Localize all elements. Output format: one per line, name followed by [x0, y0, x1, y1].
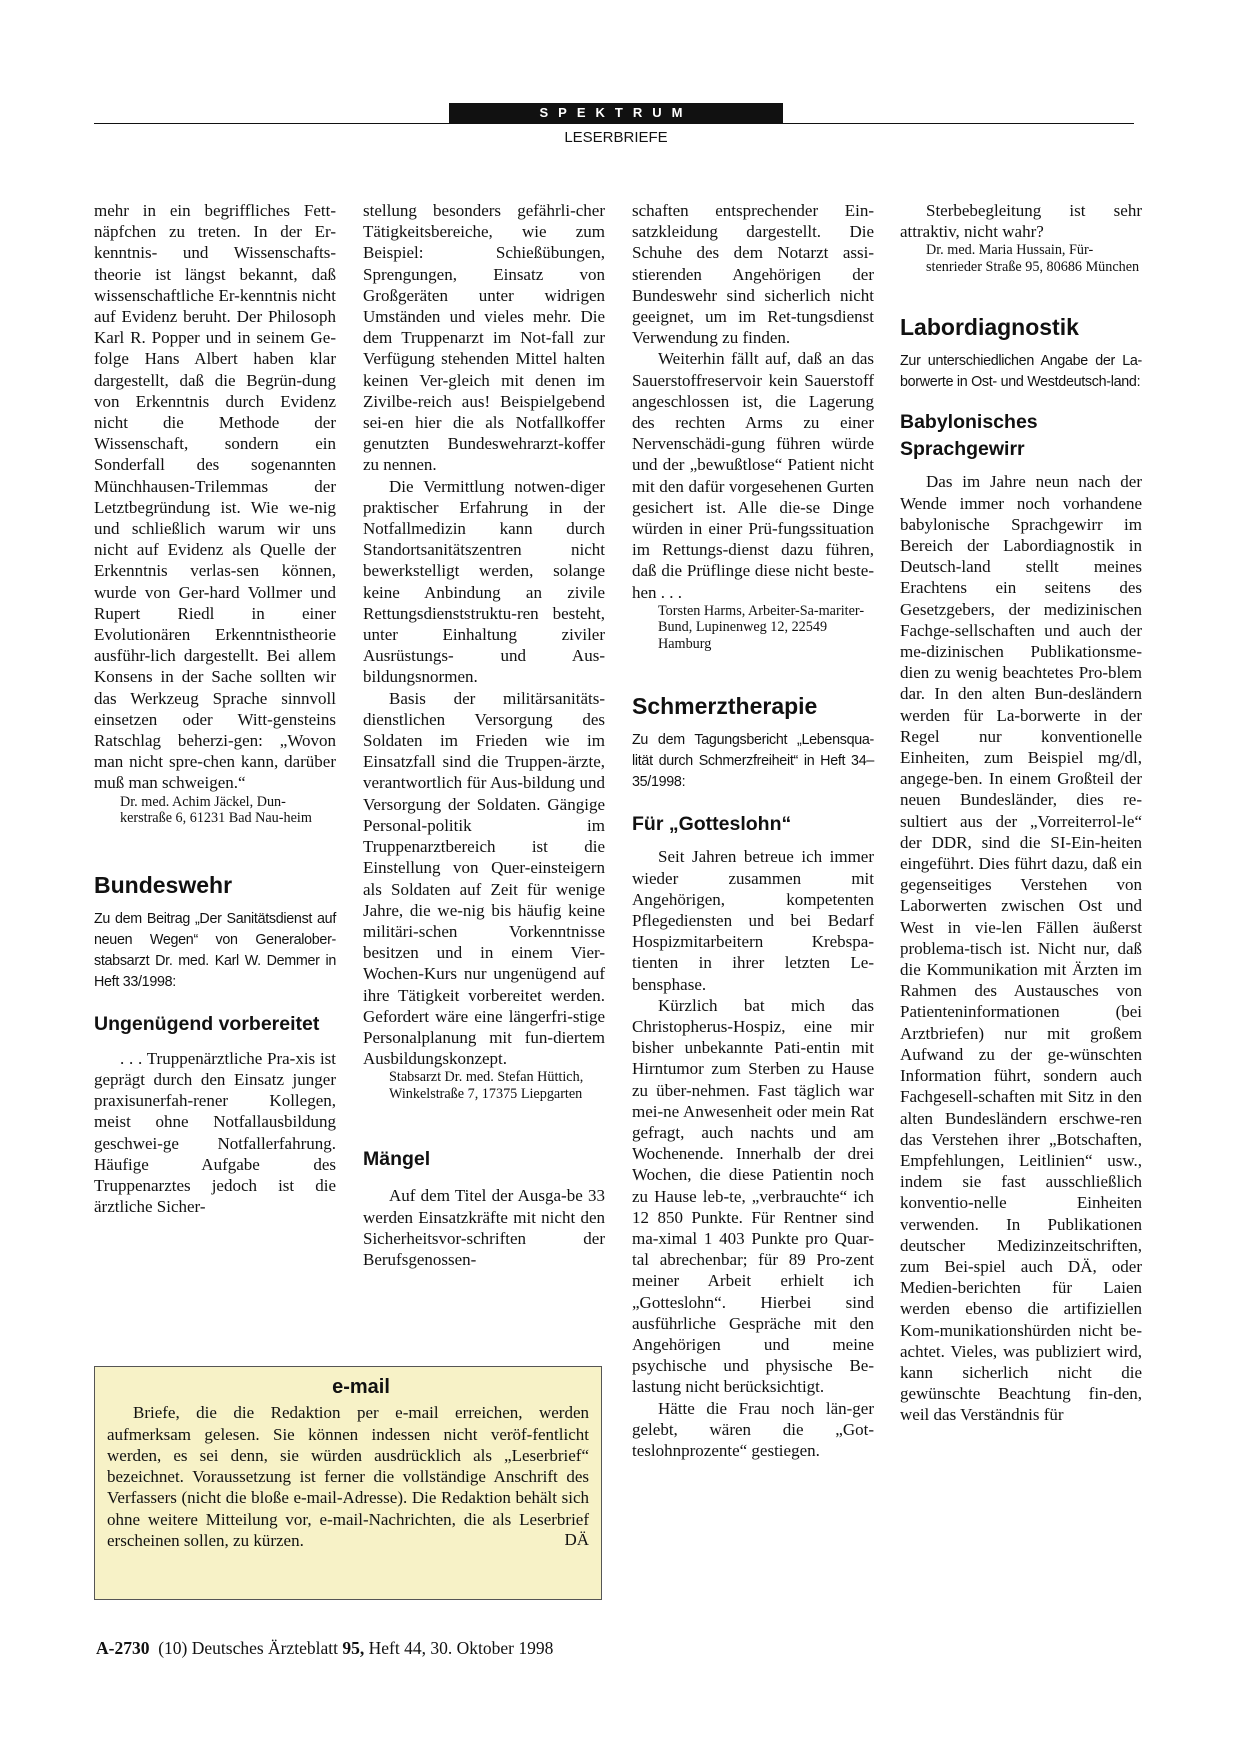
- email-notice-box: e-mail Briefe, die die Redaktion per e-mail erreichen, werden aufmerksam gelesen. Sie können indessen nicht veröf-fentlicht werden, es sei denn, sie würden ausdrücklich als „Leserbrief“ bezeichnet. Voraussetzung ist ferner die vollständige Anschrift des Verfassers (nicht die bloße e-mail-Adresse). Die Redaktion behält sich ohne weitere Mitteilung vor, e-mail-Nachrichten, die als Leserbrief erscheinen sollen, zu kürzen. DÄ: [94, 1366, 602, 1600]
- section-label: LESERBRIEFE: [564, 129, 668, 146]
- letter-text: schaften entsprechender Ein-satzkleidung dargestellt. Die Schuhe des dem Notarzt assi-stierenden Angehörigen der Bundeswehr sind sicherlich nicht geeignet, um im Ret-tungsdienst Verwendung zu finden.: [632, 201, 874, 348]
- letter-text: Die Vermittlung notwen-diger praktischer Erfahrung in der Notfallmedizin kann durch Standortsanitätszentren nicht bewerkstelligt werden, solange keine Anbindung an zivile Rettungsdienststruktu-ren besteht, unter Einhaltung ziviler Ausrüstungs- und Aus-bildungsnormen.: [363, 476, 605, 687]
- letter-text: Das im Jahre neun nach der Wende immer noch vorhandene babylonische Sprachgewirr im Bereich der Labordiagnostik in Deutsch-land stellt meines Erachtens ein seitens des Gesetzgebers, der medizinischen Fachge-sellschaften und auch der me-dizinischen Publikationsme-dien zu wenig beachtetes Pro-blem dar. In den alten Bun-desländern werden für La-borwerte in der Regel nur konventionelle Einheiten, zum Beispiel mg/dl, angege-ben. In einem Großteil der neuen Bundesländer, dies re-sultiert aus der „Vorreiterrol-le“ der DDR, sind die SI-Ein-heiten eingeführt. Dies führt dazu, daß ein gegenseitiges Verstehen von Laborwerten zwischen Ost und West in vie-len Fällen äußerst problema-tisch ist. Nicht nur, daß die Kommunikation mit Ärzten im Rahmen des Austausches von Patienteninformationen (bei Arztbriefen) nur mit großem Aufwand zu der ge-wünschten Information führt, sondern auch Fachgesell-schaften mit Sitz in den alten Bundesländern erschwe-ren das Verstehen ihrer „Botschaften, Empfehlungen, Leitlinien“ usw., indem sie fast ausschließlich konventio-nelle Einheiten verwenden. In Publikationen deutscher Medizinzeitschriften, zum Bei-spiel auch DÄ, oder Medien-berichten für Laien werden ebenso die artifiziellen Kom-munikationshürden nicht be-achtet. Vieles, was publiziert wird, kann sicherlich nicht die gewünschte Beachtung fin-den, weil das Verständnis für: [900, 472, 1142, 1425]
- page-number: A-2730: [96, 1638, 150, 1658]
- header-rule: [94, 123, 1134, 124]
- email-notice-text: Briefe, die die Redaktion per e-mail erreichen, werden aufmerksam gelesen. Sie können indessen nicht veröf-fentlicht werden, es sei denn, sie würden ausdrücklich als „Leserbrief“ bezeichnet. Voraussetzung ist ferner die vollständige Anschrift des Verfassers (nicht die bloße e-mail-Adresse). Die Redaktion behält sich ohne weitere Mitteilung vor, e-mail-Nachrichten, die als Leserbrief erscheinen sollen, zu kürzen.: [107, 1403, 589, 1551]
- topic-heading-bundeswehr: Bundeswehr: [94, 871, 233, 898]
- letter-text: Kürzlich bat mich das Christopherus-Hospiz, eine mir bisher unbekannte Pati-entin mit Hirntumor zum Sterben zu Hause zu über-nehmen. Fast täglich war mei-ne Anwesenheit oder mein Rat gefragt, auch nachts und am Wochenende. Innerhalb der drei Wochen, die diese Patientin noch zu Hause leb-te, „verbrauchte“ ich 12 850 Punkte. Für Rentner sind ma-ximal 1 403 Punkte pro Quar-tal abrechenbar; für 89 Pro-zent meiner Arbeit erhielt ich „Gotteslohn“. Hierbei sind ausführliche Gespräche mit den Angehörigen und meine psychische und physische Be-lastung nicht berücksichtigt.: [632, 995, 874, 1397]
- issue-prefix: (10) Deutsches Ärzteblatt: [158, 1638, 339, 1658]
- issue-date: Heft 44, 30. Oktober 1998: [368, 1638, 554, 1658]
- letter-text: stellung besonders gefährli-cher Tätigkeitsbereiche, wie zum Beispiel: Schießübungen, Sprengungen, Einsatz von Großgeräten unter widrigen Umständen und vieles mehr. Die dem Truppenarzt im Not-fall zur Verfügung stehenden Mittel halten keinen Ver-gleich mit denen im Zivilbe-reich aus! Beispielgebend sei-en hier die als Notfallkoffer genutzten Bundeswehrarzt-koffer zu nennen.: [363, 201, 605, 475]
- letter-text: Weiterhin fällt auf, daß an das Sauerstoffreservoir kein Sauerstoff angeschlossen ist, die Lagerung des rechten Arms zu einer Nervenschädi-gung führen würde und der „bewußtlose“ Patient nicht mit den dafür vorgesehenen Gurten gesichert ist. Alle die-se Dinge würden in einer Prü-fungssituation im Rettungs-dienst dazu führen, daß die Prüflinge diese nicht beste-hen . . .: [632, 349, 874, 602]
- letter-text: Seit Jahren betreue ich immer wieder zusammen mit Angehörigen, kompetenten Pflegediensten und bei Bedarf Hospizmitarbeitern Krebspa-tienten in ihrer letzten Le-bensphase.: [632, 847, 874, 994]
- letter-text: Auf dem Titel der Ausga-be 33 werden Einsatzkräfte mit nicht den Sicherheitsvor-schriften der Berufsgenossen-: [363, 1186, 605, 1269]
- letter-title: Babylonisches Sprachgewirr: [900, 411, 1038, 461]
- letter-text: mehr in ein begriffliches Fett-näpfchen zu treten. In der Er-kenntnis- und Wissenschafts-theorie ist längst bekannt, daß wissenschaftliche Er-kenntnis nicht auf Evidenz beruht. Der Philosoph Karl R. Popper und in seinem Ge-folge Hans Albert haben klar dargestellt, daß die Begrün-dung von Erkenntnis durch Evidenz nicht die Methode der Wissenschaft, sondern ein Sonderfall des sogenannten Münchhausen-Trilemmas der Letztbegründung ist. Wie we-nig und schließlich warum wir uns nicht auf Evidenz als Quelle der Erkenntnis verlas-sen können, wurde von Ger-hard Vollmer und Rupert Riedl in einer Evolutionären Erkenntnistheorie ausführ-lich dargestellt. Bei allem Konsens in der Sache sollten wir das Werkzeug Sprache sinnvoll einsetzen oder Witt-gensteins Ratschlag beherzi-gen: „Wovon man nicht spre-chen kann, darüber muß man schweigen.“: [94, 201, 336, 793]
- column-4: [900, 200, 1142, 1426]
- topic-heading-schmerztherapie: Schmerztherapie: [632, 693, 818, 720]
- letter-signature: Dr. med. Maria Hussain, Für-stenrieder Straße 95, 80686 München: [926, 242, 1140, 275]
- letter-title: Für „Gotteslohn“: [632, 813, 792, 836]
- letter-title: Ungenügend vorbereitet: [94, 1012, 320, 1035]
- topic-heading-labordiagnostik: Labordiagnostik: [900, 314, 1079, 341]
- topic-intro: Zu dem Beitrag „Der Sanitätsdienst auf neuen Wegen“ von Generalober-stabsarzt Dr. med. Karl W. Demmer in Heft 33/1998:: [94, 910, 336, 990]
- letter-signature: Stabsarzt Dr. med. Stefan Hüttich, Winkelstraße 7, 17375 Liepgarten: [389, 1069, 584, 1102]
- letter-title: Mängel: [363, 1148, 431, 1171]
- email-notice-title: e-mail: [332, 1376, 390, 1398]
- column-1: [94, 200, 336, 1217]
- column-3: [632, 200, 874, 1461]
- topic-intro: Zu dem Tagungsbericht „Lebensqua-lität durch Schmerzfreiheit“ in Heft 34–35/1998:: [632, 732, 874, 791]
- letter-text: Hätte die Frau noch län-ger gelebt, wären die „Got-teslohnprozente“ gestiegen.: [632, 1398, 874, 1461]
- letter-signature: Dr. med. Achim Jäckel, Dun-kerstraße 6, 61231 Bad Nau-heim: [120, 793, 312, 827]
- volume: 95,: [342, 1638, 365, 1658]
- letter-signature: Torsten Harms, Arbeiter-Sa-mariter-Bund, Lupinenweg 12, 22549 Hamburg: [658, 602, 865, 652]
- letter-text: . . . Truppenärztliche Pra-xis ist geprägt durch den Einsatz junger praxisunerfah-rener Kollegen, meist ohne Notfallausbildung geschwei-ge Notfallerfahrung. Häufige Aufgabe des Truppenarztes jedoch ist die ärztliche Sicher-: [94, 1048, 336, 1217]
- page-footer: [96, 1638, 553, 1659]
- letter-text: Sterbebegleitung ist sehr attraktiv, nicht wahr?: [900, 201, 1142, 242]
- letter-text: Basis der militärsanitäts-dienstlichen Versorgung des Soldaten im Frieden wie im Einsatzfall sind die Truppen-ärzte, verantwortlich für Aus-bildung und Versorgung der Soldaten. Gängige Personal-politik im Truppenarztbereich ist die Einstellung von Quer-einsteigern als Soldaten auf Zeit für wenige Jahre, die we-nig bis häufig keine militäri-schen Vorkenntnisse besitzen und in einem Vier-Wochen-Kurs nur ungenügend auf ihre Tätigkeit vorbereitet werden. Gefordert wäre eine längerfri-stige Personalplanung mit fun-diertem Ausbildungskonzept.: [363, 688, 605, 1069]
- column-2: [363, 200, 605, 1270]
- ressort-label: SPEKTRUM: [449, 103, 783, 123]
- topic-intro: Zur unterschiedlichen Angabe der La-borwerte in Ost- und Westdeutsch-land:: [900, 353, 1142, 391]
